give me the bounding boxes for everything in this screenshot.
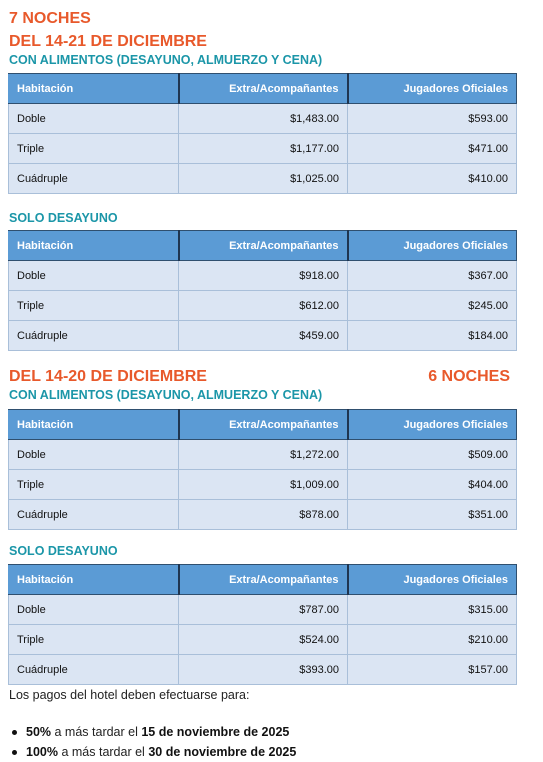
table-row: [9, 440, 517, 470]
room-cell: Cuádruple: [9, 164, 179, 194]
extra-price-cell: $787.00: [179, 595, 348, 625]
list-item: [8, 722, 296, 742]
room-cell: Doble: [9, 261, 179, 291]
rates-table-3: [8, 409, 517, 530]
extra-price-cell: $1,483.00: [179, 104, 348, 134]
table-row: [9, 134, 517, 164]
header-extra: Extra/Acompañantes: [179, 410, 348, 440]
table-row: [9, 595, 517, 625]
header-players: Jugadores Oficiales: [348, 74, 517, 104]
header-extra: Extra/Acompañantes: [179, 231, 348, 261]
header-extra: Extra/Acompañantes: [179, 565, 348, 595]
player-price-cell: $315.00: [348, 595, 517, 625]
extra-price-cell: $459.00: [179, 321, 348, 351]
room-cell: Triple: [9, 291, 179, 321]
payment-percent: 100%: [26, 745, 58, 759]
payment-intro: Los pagos del hotel deben efectuarse para:: [9, 688, 250, 702]
payment-date: 30 de noviembre de 2025: [148, 745, 297, 759]
table-row: [9, 261, 517, 291]
table-header-row: [9, 410, 517, 440]
header-players: Jugadores Oficiales: [348, 410, 517, 440]
extra-price-cell: $1,272.00: [179, 440, 348, 470]
room-cell: Triple: [9, 625, 179, 655]
table-header-row: [9, 565, 517, 595]
room-cell: Triple: [9, 470, 179, 500]
table-row: [9, 655, 517, 685]
dates-heading: DEL 14-21 DE DICIEMBRE: [9, 33, 207, 50]
room-cell: Cuádruple: [9, 655, 179, 685]
extra-price-cell: $1,177.00: [179, 134, 348, 164]
extra-price-cell: $612.00: [179, 291, 348, 321]
table-row: [9, 500, 517, 530]
extra-price-cell: $393.00: [179, 655, 348, 685]
extra-price-cell: $1,025.00: [179, 164, 348, 194]
header-extra: Extra/Acompañantes: [179, 74, 348, 104]
breakfast-subheading: SOLO DESAYUNO: [9, 544, 118, 558]
player-price-cell: $367.00: [348, 261, 517, 291]
table-header-row: [9, 74, 517, 104]
payment-date: 15 de noviembre de 2025: [141, 725, 290, 739]
header-players: Jugadores Oficiales: [348, 231, 517, 261]
rates-table-1: [8, 73, 517, 194]
header-room: Habitación: [9, 565, 179, 595]
header-room: Habitación: [9, 74, 179, 104]
room-cell: Cuádruple: [9, 321, 179, 351]
room-cell: Cuádruple: [9, 500, 179, 530]
table-row: [9, 625, 517, 655]
nights-heading: 6 NOCHES: [428, 368, 510, 385]
room-cell: Doble: [9, 440, 179, 470]
player-price-cell: $210.00: [348, 625, 517, 655]
payment-terms-list: [8, 722, 296, 762]
rates-table-2: [8, 230, 517, 351]
extra-price-cell: $1,009.00: [179, 470, 348, 500]
meals-subheading: CON ALIMENTOS (DESAYUNO, ALMUERZO Y CENA): [9, 388, 323, 402]
nights-heading: 7 NOCHES: [9, 10, 91, 27]
table-row: [9, 291, 517, 321]
header-room: Habitación: [9, 231, 179, 261]
room-cell: Doble: [9, 595, 179, 625]
table-row: [9, 104, 517, 134]
breakfast-subheading: SOLO DESAYUNO: [9, 211, 118, 225]
player-price-cell: $351.00: [348, 500, 517, 530]
dates-heading: DEL 14-20 DE DICIEMBRE: [9, 368, 207, 385]
extra-price-cell: $918.00: [179, 261, 348, 291]
bullet-icon: [12, 750, 17, 755]
extra-price-cell: $878.00: [179, 500, 348, 530]
header-players: Jugadores Oficiales: [348, 565, 517, 595]
table-row: [9, 470, 517, 500]
player-price-cell: $410.00: [348, 164, 517, 194]
player-price-cell: $471.00: [348, 134, 517, 164]
payment-text: a más tardar el: [51, 725, 142, 739]
player-price-cell: $509.00: [348, 440, 517, 470]
table-header-row: [9, 231, 517, 261]
extra-price-cell: $524.00: [179, 625, 348, 655]
room-cell: Doble: [9, 104, 179, 134]
payment-percent: 50%: [26, 725, 52, 739]
table-row: [9, 321, 517, 351]
bullet-icon: [12, 730, 17, 735]
list-item: [8, 742, 296, 762]
room-cell: Triple: [9, 134, 179, 164]
header-room: Habitación: [9, 410, 179, 440]
payment-text: a más tardar el: [57, 745, 149, 759]
player-price-cell: $404.00: [348, 470, 517, 500]
player-price-cell: $184.00: [348, 321, 517, 351]
rates-table-4: [8, 564, 517, 685]
player-price-cell: $157.00: [348, 655, 517, 685]
meals-subheading: CON ALIMENTOS (DESAYUNO, ALMUERZO Y CENA): [9, 53, 323, 67]
player-price-cell: $245.00: [348, 291, 517, 321]
table-row: [9, 164, 517, 194]
player-price-cell: $593.00: [348, 104, 517, 134]
